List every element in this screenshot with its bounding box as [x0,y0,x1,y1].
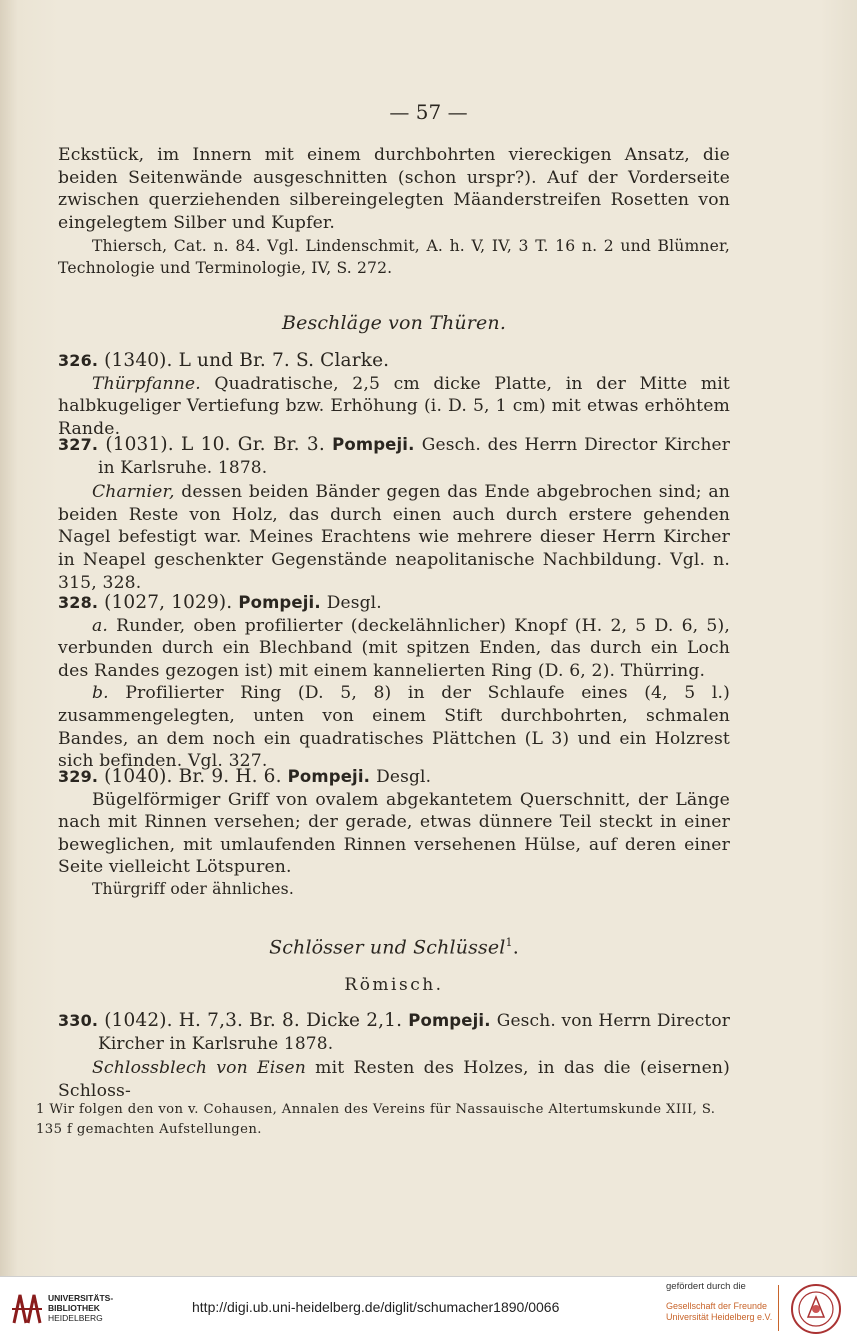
university-seal-icon [790,1283,842,1335]
entry-site: Pompeji. [287,767,371,786]
entry-header: (1040). Br. 9. H. 6. [104,766,282,787]
item-a-description: Runder, oben profilierter (deckelähnlicher) Knopf (H. 2, 5 D. 6, 5), verbunden durch ein Blechband (mit spitzen Enden, das durch ein Loch des Randes gezogen ist) mit einem kannelierten Ring (D. 6, 2). Thürring. [58,615,730,681]
entry-site: Pompeji. [408,1011,491,1030]
entry-number: 327. [58,435,99,454]
section-heading-doors: Beschläge von Thüren. [281,312,507,334]
library-line-3: HEIDELBERG [48,1313,103,1323]
ub-heidelberg-logo-icon[interactable] [10,1289,44,1327]
footnote-text: Wir folgen den von v. Cohausen, Annalen des Vereins für Nassauische Altertumskunde XIII, S. 135 f gemachten Aufstellungen. [36,1102,716,1137]
entry-description: Quadratische, 2,5 cm dicke Platte, in der Mitte mit halbkugeliger Vertiefung bzw. Erhöhung (i. D. 5, 1 cm) mit etwas erhöhtem Rande. [58,373,730,439]
library-name [48,1293,113,1323]
section-title: Schlösser und Schlüssel [269,936,506,959]
entry-term: Charnier, [92,482,175,503]
entry-provenance: Desgl. [376,767,432,787]
item-b-description: Profilierter Ring (D. 5, 8) in der Schlaufe eines (4, 5 l.) zusammengelegten, unten von einem Stift durchbohrten, schmalen Bandes, an dem noch ein quadratisches Plättchen (L 3) und ein Holzrest sich befinden. Vgl. 327. [58,683,730,772]
footer-divider [778,1285,779,1331]
entry-header: (1340). L und Br. 7. S. Clarke. [104,350,390,371]
catalog-entry-328 [58,592,730,773]
entry-number: 328. [58,593,99,612]
sponsor-line-2: Universität Heidelberg e.V. [666,1312,773,1322]
heading-period: . [512,936,519,959]
entry-number: 330. [58,1011,99,1030]
entry-provenance: Gesch. von Herrn Director Kircher in Karlsruhe 1878. [98,1011,731,1054]
footnote [36,1100,730,1140]
entry-term: Thürpfanne. [92,373,201,394]
library-line-2: BIBLIOTHEK [48,1303,100,1313]
subsection-heading: Römisch. [344,975,444,995]
entry-header: (1042). H. 7,3. Br. 8. Dicke 2,1. [104,1010,403,1031]
entry-number: 326. [58,351,99,370]
entry-description: Bügelförmiger Griff von ovalem abgekantetem Querschnitt, der Länge nach mit Rinnen versehen; der gerade, etwas dünnere Teil steckt in einer beweglichen, mit umlaufenden Rinnen versehenen Hülse, auf deren einer Seite vielleicht Lötspuren. [58,789,730,878]
permalink-url[interactable]: http://digi.ub.uni-heidelberg.de/diglit/schumacher1890/0066 [192,1299,560,1315]
catalog-entry-327 [58,434,730,594]
entry-term: Schlossblech von Eisen [92,1058,306,1079]
reference-note: Thiersch, Cat. n. 84. Vgl. Lindenschmit, A. h. V, IV, 3 T. 16 n. 2 und Blümner, Technologie und Terminologie, IV, S. 272. [58,237,730,277]
entry-site: Pompeji. [332,435,415,454]
entry-header: (1027, 1029). [104,592,233,613]
catalog-entry-326 [58,350,730,440]
library-line-1: UNIVERSITÄTS- [48,1293,114,1303]
item-label-a: a. [92,615,109,636]
item-label-b: b. [92,683,109,704]
entry-provenance: Desgl. [326,593,382,613]
entry-number: 329. [58,767,99,786]
sponsor-name[interactable] [666,1301,772,1323]
entry-site: Pompeji. [238,593,321,612]
entry-provenance: Gesch. des Herrn Director Kircher in Karlsruhe. 1878. [98,435,731,478]
sponsor-intro: gefördert durch die [666,1281,746,1292]
catalog-entry-330 [58,1010,730,1102]
paragraph-continuation: Eckstück, im Innern mit einem durchbohrten viereckigen Ansatz, die beiden Seitenwände ausgeschnitten (schon urspr?). Auf der Vorderseite zwischen querziehenden silbereingelegten Mäanderstreifen Rosetten von eingelegtem Silber und Kupfer. [58,145,730,233]
catalog-entry-329 [58,766,730,900]
footnote-marker: 1 [505,936,513,949]
entry-description: mit Resten des Holzes, in das die (eisernen) Schloss- [58,1058,730,1101]
section-heading-locks [58,932,730,959]
entry-note: Thürgriff oder ähnliches. [92,879,294,898]
entry-header: (1031). L 10. Gr. Br. 3. [105,434,325,455]
entry-description: dessen beiden Bänder gegen das Ende abgebrochen sind; an beiden Reste von Holz, das durch einen auch durch erstere gehenden Nagel befestigt war. Meines Erachtens wie mehrere dieser Herrn Kircher in Neapel geschenkter Gegenstände neapolitanische Nachbildung. Vgl. n. 315, 328. [58,482,730,593]
footnote-mark: 1 [36,1102,45,1117]
page-number: — 57 — [389,100,468,124]
footer-bar [0,1276,857,1339]
sponsor-line-1: Gesellschaft der Freunde [666,1301,768,1311]
